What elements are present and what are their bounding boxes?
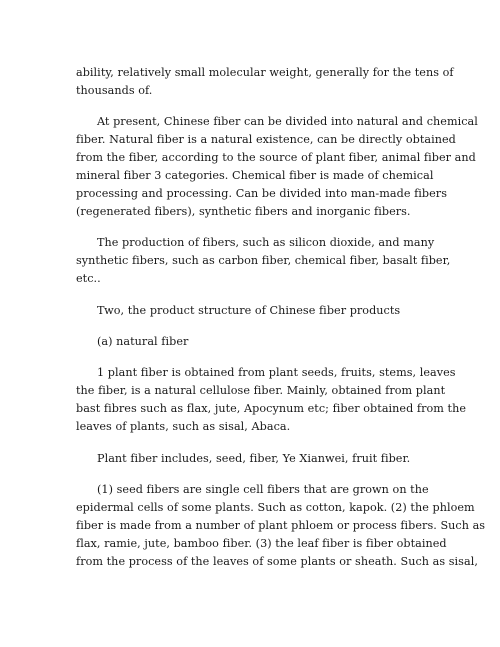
- text-line: (1) seed fibers are single cell fibers that are grown on the: [97, 483, 429, 496]
- text-line: mineral fiber 3 categories. Chemical fiber is made of chemical: [76, 169, 434, 182]
- text-line: fiber is made from a number of plant phloem or process fibers. Such as: [76, 519, 486, 532]
- text-line: 1 plant fiber is obtained from plant seeds, fruits, stems, leaves: [97, 366, 456, 379]
- text-line: the fiber, is a natural cellulose fiber. Mainly, obtained from plant: [76, 384, 446, 397]
- text-line: bast fibres such as flax, jute, Apocynum etc; fiber obtained from the: [76, 402, 467, 415]
- text-line: etc..: [76, 272, 101, 285]
- text-line: from the fiber, according to the source of plant fiber, animal fiber and: [76, 151, 476, 164]
- text-line: The production of fibers, such as silicon dioxide, and many: [97, 236, 435, 249]
- text-line: processing and processing. Can be divided into man-made fibers: [76, 187, 447, 200]
- text-line: epidermal cells of some plants. Such as cotton, kapok. (2) the phloem: [76, 501, 475, 514]
- text-line: ability, relatively small molecular weight, generally for the tens of: [76, 66, 454, 79]
- text-line: Plant fiber includes, seed, fiber, Ye Xianwei, fruit fiber.: [97, 452, 411, 465]
- text-line: (regenerated fibers), synthetic fibers and inorganic fibers.: [76, 205, 411, 218]
- text-line: from the process of the leaves of some plants or sheath. Such as sisal,: [76, 555, 478, 568]
- text-line: fiber. Natural fiber is a natural existence, can be directly obtained: [76, 133, 456, 146]
- subsection-heading: (a) natural fiber: [97, 335, 189, 348]
- text-line: synthetic fibers, such as carbon fiber, chemical fiber, basalt fiber,: [76, 254, 451, 267]
- text-line: flax, ramie, jute, bamboo fiber. (3) the leaf fiber is fiber obtained: [76, 537, 447, 550]
- text-line: At present, Chinese fiber can be divided into natural and chemical: [97, 115, 478, 128]
- text-line: thousands of.: [76, 84, 153, 97]
- text-line: leaves of plants, such as sisal, Abaca.: [76, 420, 291, 433]
- section-heading: Two, the product structure of Chinese fiber products: [97, 304, 401, 317]
